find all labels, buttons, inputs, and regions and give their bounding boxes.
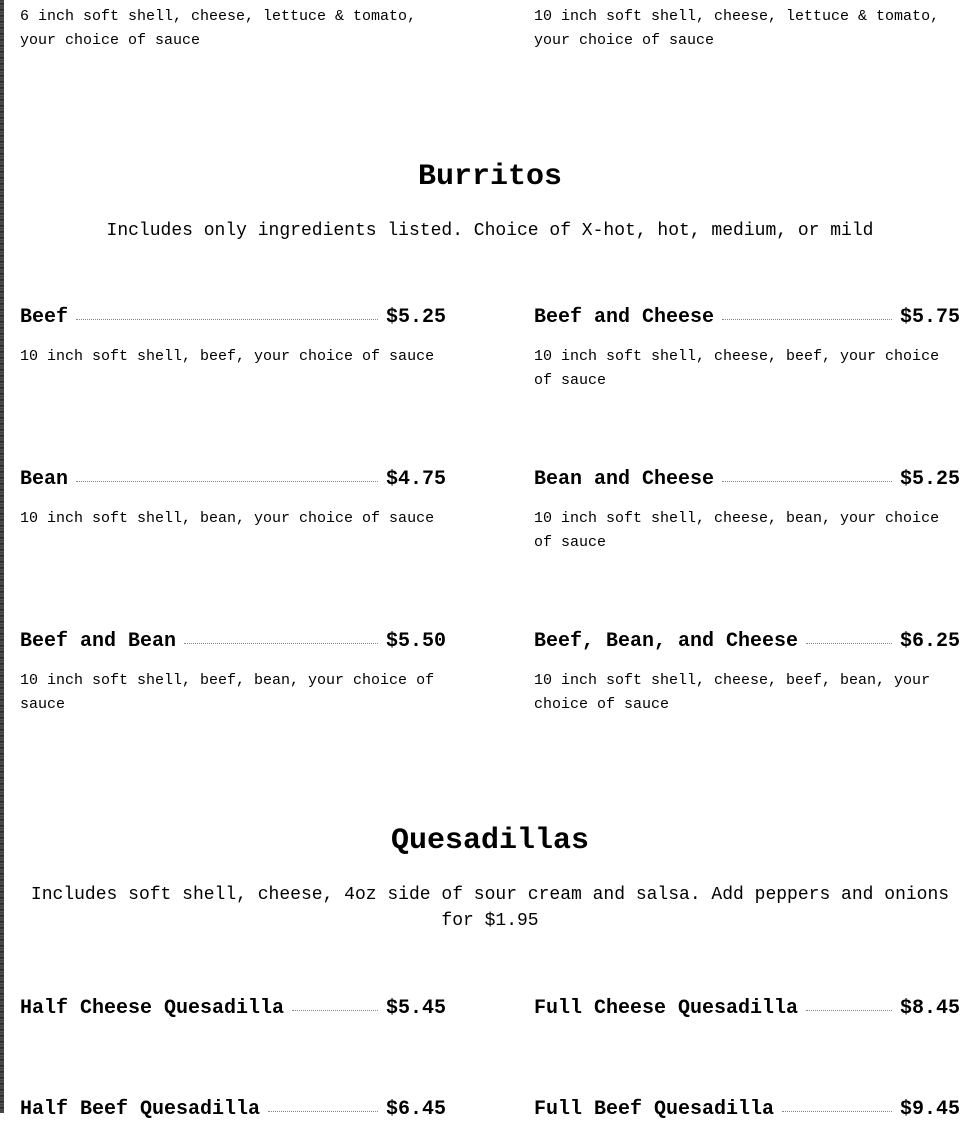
section-title-burritos: Burritos	[417, 160, 563, 194]
dot-leader	[806, 643, 892, 644]
item-description: 10 inch soft shell, beef, bean, your choice of sauce	[20, 672, 435, 713]
menu-item-beef-and-bean	[20, 629, 446, 717]
dot-leader	[722, 319, 892, 320]
dot-leader	[782, 1111, 892, 1112]
item-description: 10 inch soft shell, cheese, lettuce & tomato, your choice of sauce	[534, 8, 940, 49]
section-title-quesadillas: Quesadillas	[390, 824, 590, 858]
item-price: $5.25	[385, 306, 446, 329]
item-description: 6 inch soft shell, cheese, lettuce & tomato, your choice of sauce	[20, 8, 417, 49]
dot-leader	[76, 319, 378, 320]
item-description: 10 inch soft shell, bean, your choice of sauce	[20, 510, 435, 527]
item-price: $5.50	[385, 630, 446, 653]
item-price: $5.75	[899, 306, 960, 329]
dot-leader	[184, 643, 378, 644]
item-name: Full Beef Quesadilla	[534, 1098, 775, 1121]
item-price: $4.75	[385, 468, 446, 491]
menu-item-top-left	[20, 5, 446, 53]
dot-leader	[268, 1111, 378, 1112]
section-subtitle-quesadillas: Includes soft shell, cheese, 4oz side of sour cream and salsa. Add peppers and onions for $1.95	[30, 885, 950, 931]
item-name: Bean and Cheese	[534, 468, 715, 491]
item-name: Bean	[20, 468, 69, 491]
dot-leader	[292, 1010, 378, 1011]
dot-leader	[806, 1010, 892, 1011]
item-name: Full Cheese Quesadilla	[534, 997, 799, 1020]
item-description: 10 inch soft shell, cheese, beef, bean, your choice of sauce	[534, 672, 931, 713]
menu-item-half-cheese-quesadilla	[20, 996, 446, 1022]
item-description: 10 inch soft shell, cheese, bean, your choice of sauce	[534, 510, 940, 551]
item-name: Beef	[20, 306, 69, 329]
item-price: $8.45	[899, 997, 960, 1020]
item-name: Beef, Bean, and Cheese	[534, 630, 799, 653]
menu-item-bean	[20, 467, 446, 531]
section-subtitle-burritos: Includes only ingredients listed. Choice of X-hot, hot, medium, or mild	[106, 221, 874, 241]
item-price: $6.45	[385, 1098, 446, 1121]
dot-leader	[722, 481, 892, 482]
item-name: Half Beef Quesadilla	[20, 1098, 261, 1121]
item-price: $9.45	[899, 1098, 960, 1121]
menu-item-half-beef-quesadilla	[20, 1097, 446, 1123]
page-left-border	[0, 0, 4, 1113]
menu-item-full-beef-quesadilla	[534, 1097, 960, 1123]
menu-item-beef-and-cheese	[534, 305, 960, 393]
item-name: Beef and Cheese	[534, 306, 715, 329]
menu-item-beef	[20, 305, 446, 369]
item-price: $5.45	[385, 997, 446, 1020]
menu-item-top-right	[534, 5, 960, 53]
item-name: Beef and Bean	[20, 630, 177, 653]
item-price: $5.25	[899, 468, 960, 491]
menu-item-beef-bean-and-cheese	[534, 629, 960, 717]
item-description: 10 inch soft shell, beef, your choice of sauce	[20, 348, 435, 365]
menu-item-full-cheese-quesadilla	[534, 996, 960, 1022]
dot-leader	[76, 481, 378, 482]
item-name: Half Cheese Quesadilla	[20, 997, 285, 1020]
menu-item-bean-and-cheese	[534, 467, 960, 555]
item-description: 10 inch soft shell, cheese, beef, your choice of sauce	[534, 348, 940, 389]
item-price: $6.25	[899, 630, 960, 653]
